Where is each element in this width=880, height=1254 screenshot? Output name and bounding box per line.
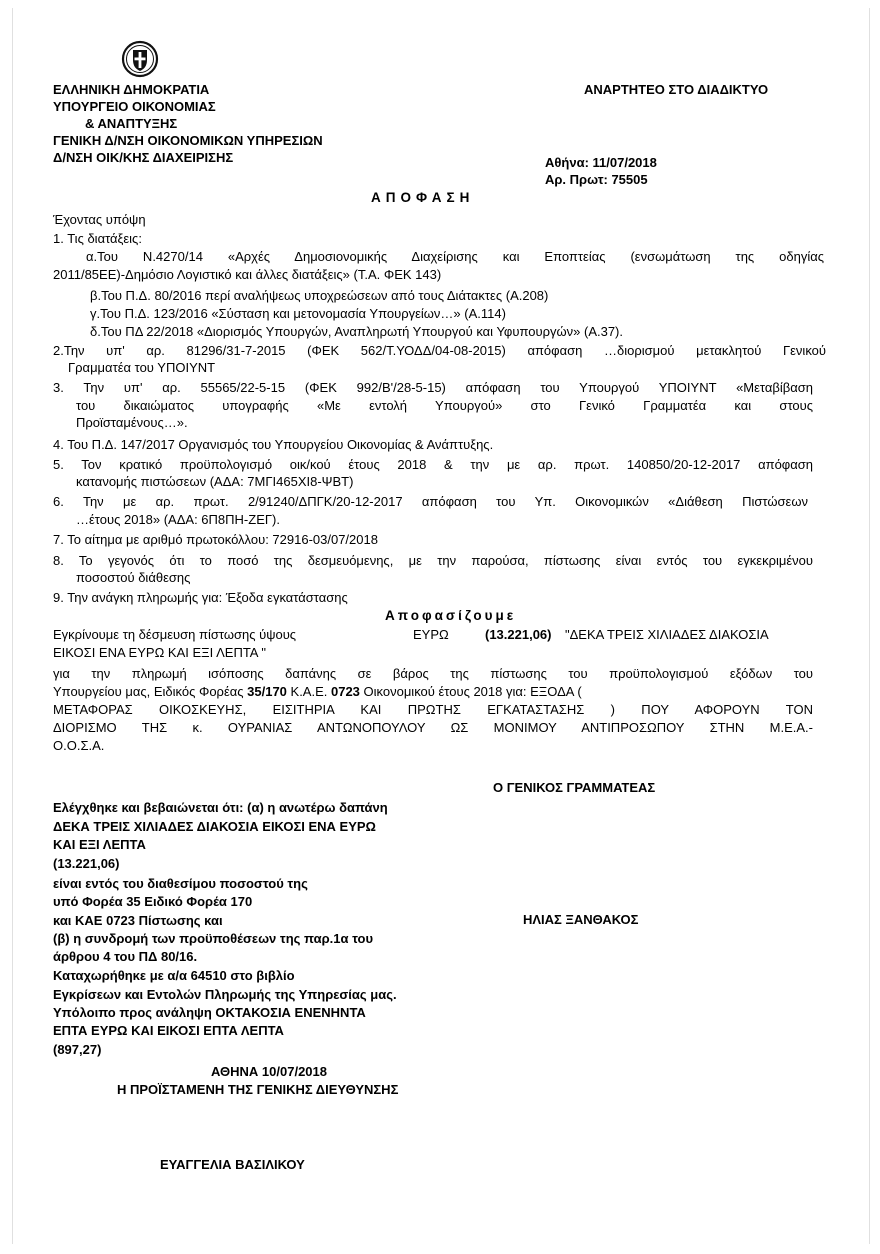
item-5-line2: κατανομής πιστώσεων (ΑΔΑ: 7ΜΓΙ465ΧΙ8-ΨΒΤ) <box>76 474 354 489</box>
head-director-title: Η ΠΡΟΪΣΤΑΜΕΝΗ ΤΗΣ ΓΕΝΙΚΗΣ ΔΙΕΥΘΥΝΣΗΣ <box>117 1082 399 1097</box>
verification-line: Εγκρίσεων και Εντολών Πληρωμής της Υπηρεσίας μας. <box>53 987 397 1002</box>
verification-line: ΚΑΙ ΕΞΙ ΛΕΠΤΑ <box>53 837 146 852</box>
item-6-line1: 6. Την με αρ. πρωτ. 2/91240/ΔΠΓΚ/20-12-2017 απόφαση του Υπ. Οικονομικών «Διάθεση Πιστώσεων <box>53 494 808 509</box>
verification-line: άρθρου 4 του ΠΔ 80/16. <box>53 949 198 964</box>
decision-line-3: για την πληρωμή ισόποσης δαπάνης σε βάρος της πίστωσης του προϋπολογισμού εξόδων του <box>53 666 813 681</box>
decision-kae-code: 0723 <box>330 684 360 699</box>
athens-date: ΑΘΗΝΑ 10/07/2018 <box>211 1064 327 1079</box>
header-general-directorate: ΓΕΝΙΚΗ Δ/ΝΣΗ ΟΙΚΟΝΟΜΙΚΩΝ ΥΠΗΡΕΣΙΩΝ <box>53 133 323 148</box>
item-4: 4. Του Π.Δ. 147/2017 Οργανισμός του Υπουργείου Οικονομίας & Ανάπτυξης. <box>53 437 494 452</box>
item-1a-line1: α.Του Ν.4270/14 «Αρχές Δημοσιονομικής Διαχείρισης και Εποπτείας (ενσωμάτωση της οδηγίας <box>86 249 824 264</box>
item-3-line1: 3. Την υπ' αρ. 55565/22-5-15 (ΦΕΚ 992/Β'/28-5-15) απόφαση του Υπουργού ΥΠΟΙΥΝΤ «Μεταβίβαση <box>53 380 813 395</box>
verification-line: ΔΕΚΑ ΤΡΕΙΣ ΧΙΛΙΑΔΕΣ ΔΙΑΚΟΣΙΑ ΕΙΚΟΣΙ ΕΝΑ ΕΥΡΩ <box>53 819 376 834</box>
decision-amount: (13.221,06) <box>485 627 552 642</box>
item-3-line2: του δικαιώματος υπογραφής «Με εντολή Υπουργού» στο Γενικό Γραμματέα και στους <box>76 398 813 413</box>
item-3-line3: Προϊσταμένους…». <box>76 415 188 430</box>
item-1d: δ.Του ΠΔ 22/2018 «Διορισμός Υπουργών, Αναπληρωτή Υπουργού και Υφυπουργών» (Α.37). <box>90 324 623 339</box>
item-7: 7. Το αίτημα με αριθμό πρωτοκόλλου: 72916-03/07/2018 <box>53 532 378 547</box>
decision-amount-words-cont: ΕΙΚΟΣΙ ΕΝΑ ΕΥΡΩ ΚΑΙ ΕΞΙ ΛΕΠΤΑ " <box>53 645 266 660</box>
item-1c: γ.Του Π.Δ. 123/2016 «Σύσταση και μετονομασία Υπουργείων…» (Α.114) <box>90 306 506 321</box>
item-1b: β.Του Π.Δ. 80/2016 περί αναλήψεως υποχρεώσεων από τους Διάτακτες (Α.208) <box>90 288 549 303</box>
decision-amount-words: "ΔΕΚΑ ΤΡΕΙΣ ΧΙΛΙΑΔΕΣ ΔΙΑΚΟΣΙΑ <box>565 627 769 642</box>
item-6-line2: …έτους 2018» (ΑΔΑ: 6Π8ΠΗ-ΖΕΓ). <box>76 512 280 527</box>
secretary-general-name: ΗΛΙΑΣ ΞΑΝΘΑΚΟΣ <box>523 912 639 927</box>
head-director-name: ΕΥΑΓΓΕΛΙΑ ΒΑΣΙΛΙΚΟΥ <box>160 1157 305 1172</box>
decision-expense-text: Οικονομικού έτους 2018 για: ΕΞΟΔΑ ( <box>359 684 582 699</box>
decision-line-6: ΔΙΟΡΙΣΜΟ ΤΗΣ κ. ΟΥΡΑΝΙΑΣ ΑΝΤΩΝΟΠΟΥΛΟΥ ΩΣ ΜΟΝΙΜΟΥ ΑΝΤΙΠΡΟΣΩΠΟΥ ΣΤΗΝ Μ.Ε.Α.- <box>53 720 813 735</box>
verification-line: (897,27) <box>53 1042 102 1057</box>
decision-approve: Εγκρίνουμε τη δέσμευση πίστωσης ύψους <box>53 627 297 642</box>
verification-line: ΕΠΤΑ ΕΥΡΩ ΚΑΙ ΕΙΚΟΣΙ ΕΠΤΑ ΛΕΠΤΑ <box>53 1023 284 1038</box>
item-8-line2: ποσοστού διάθεσης <box>76 570 191 585</box>
posting-note: ΑΝΑΡΤΗΤΕΟ ΣΤΟ ΔΙΑΔΙΚΤΥΟ <box>584 82 769 97</box>
decision-line-7: Ο.Ο.Σ.Α. <box>53 738 105 753</box>
decision-currency: ΕΥΡΩ <box>413 627 449 642</box>
header-ministry: ΥΠΟΥΡΓΕΙΟ ΟΙΚΟΝΟΜΙΑΣ <box>53 99 216 114</box>
verification-line: είναι εντός του διαθεσίμου ποσοστού της <box>53 876 308 891</box>
item-2-line2: Γραμματέα του ΥΠΟΙΥΝΤ <box>68 360 216 375</box>
item-8-line1: 8. Το γεγονός ότι το ποσό της δεσμευόμενης, με την παρούσα, πίστωσης είναι εντός του εγκεκριμένου <box>53 553 813 568</box>
document-title: ΑΠΟΦΑΣΗ <box>371 190 475 205</box>
item-5-line1: 5. Τον κρατικό προϋπολογισμό οικ/κού έτους 2018 & την με αρ. πρωτ. 140850/20-12-2017 απόφαση <box>53 457 813 472</box>
decide-heading: Αποφασίζουμε <box>385 608 517 623</box>
verification-line: Υπόλοιπο προς ανάληψη ΟΚΤΑΚΟΣΙΑ ΕΝΕΝΗΝΤΑ <box>53 1005 366 1020</box>
item-9: 9. Την ανάγκη πληρωμής για: Έξοδα εγκατάστασης <box>53 590 348 605</box>
decision-budget-text: Υπουργείου μας, Ειδικός Φορέας <box>53 684 248 699</box>
header-country: ΕΛΛΗΝΙΚΗ ΔΗΜΟΚΡΑΤΙΑ <box>53 82 210 97</box>
protocol-number: Αρ. Πρωτ: 75505 <box>545 172 648 187</box>
verification-line: (β) η συνδρομή των προϋποθέσεων της παρ.1α του <box>53 931 374 946</box>
item-1a-line2: 2011/85ΕΕ)-Δημόσιο Λογιστικό και άλλες διατάξεις» (Τ.Α. ΦΕΚ 143) <box>53 267 442 282</box>
secretary-general-title: Ο ΓΕΝΙΚΟΣ ΓΡΑΜΜΑΤΕΑΣ <box>493 780 656 795</box>
verification-line: και ΚΑΕ 0723 Πίστωσης και <box>53 913 223 928</box>
verification-line: Ελέγχθηκε και βεβαιώνεται ότι: (α) η ανωτέρω δαπάνη <box>53 800 388 815</box>
decision-kae-label: Κ.Α.Ε. <box>286 684 331 699</box>
date-line: Αθήνα: 11/07/2018 <box>545 155 657 170</box>
considering-label: Έχοντας υπόψη <box>53 212 146 227</box>
item-1: 1. Τις διατάξεις: <box>53 231 142 246</box>
item-2-line1: 2.Την υπ' αρ. 81296/31-7-2015 (ΦΕΚ 562/Τ.ΥΟΔΔ/04-08-2015) απόφαση …διορισμού μετακλητού Γενικού <box>53 343 826 358</box>
verification-line: Καταχωρήθηκε με α/α 64510 στο βιβλίο <box>53 968 295 983</box>
header-ministry-cont: & ΑΝΑΠΤΥΞΗΣ <box>85 116 178 131</box>
decision-line-5: ΜΕΤΑΦΟΡΑΣ ΟΙΚΟΣΚΕΥΗΣ, ΕΙΣΙΤΗΡΙΑ ΚΑΙ ΠΡΩΤΗΣ ΕΓΚΑΤΑΣΤΑΣΗΣ ) ΠΟΥ ΑΦΟΡΟΥΝ ΤΟΝ <box>53 702 813 717</box>
decision-special-body: 35/170 <box>247 684 287 699</box>
header-directorate: Δ/ΝΣΗ ΟΙΚ/ΚΗΣ ΔΙΑΧΕΙΡΙΣΗΣ <box>53 150 234 165</box>
verification-line: (13.221,06) <box>53 856 120 871</box>
decision-line-4 <box>53 684 582 699</box>
verification-line: υπό Φορέα 35 Ειδικό Φορέα 170 <box>53 894 253 909</box>
greek-coat-of-arms-icon <box>121 40 159 78</box>
